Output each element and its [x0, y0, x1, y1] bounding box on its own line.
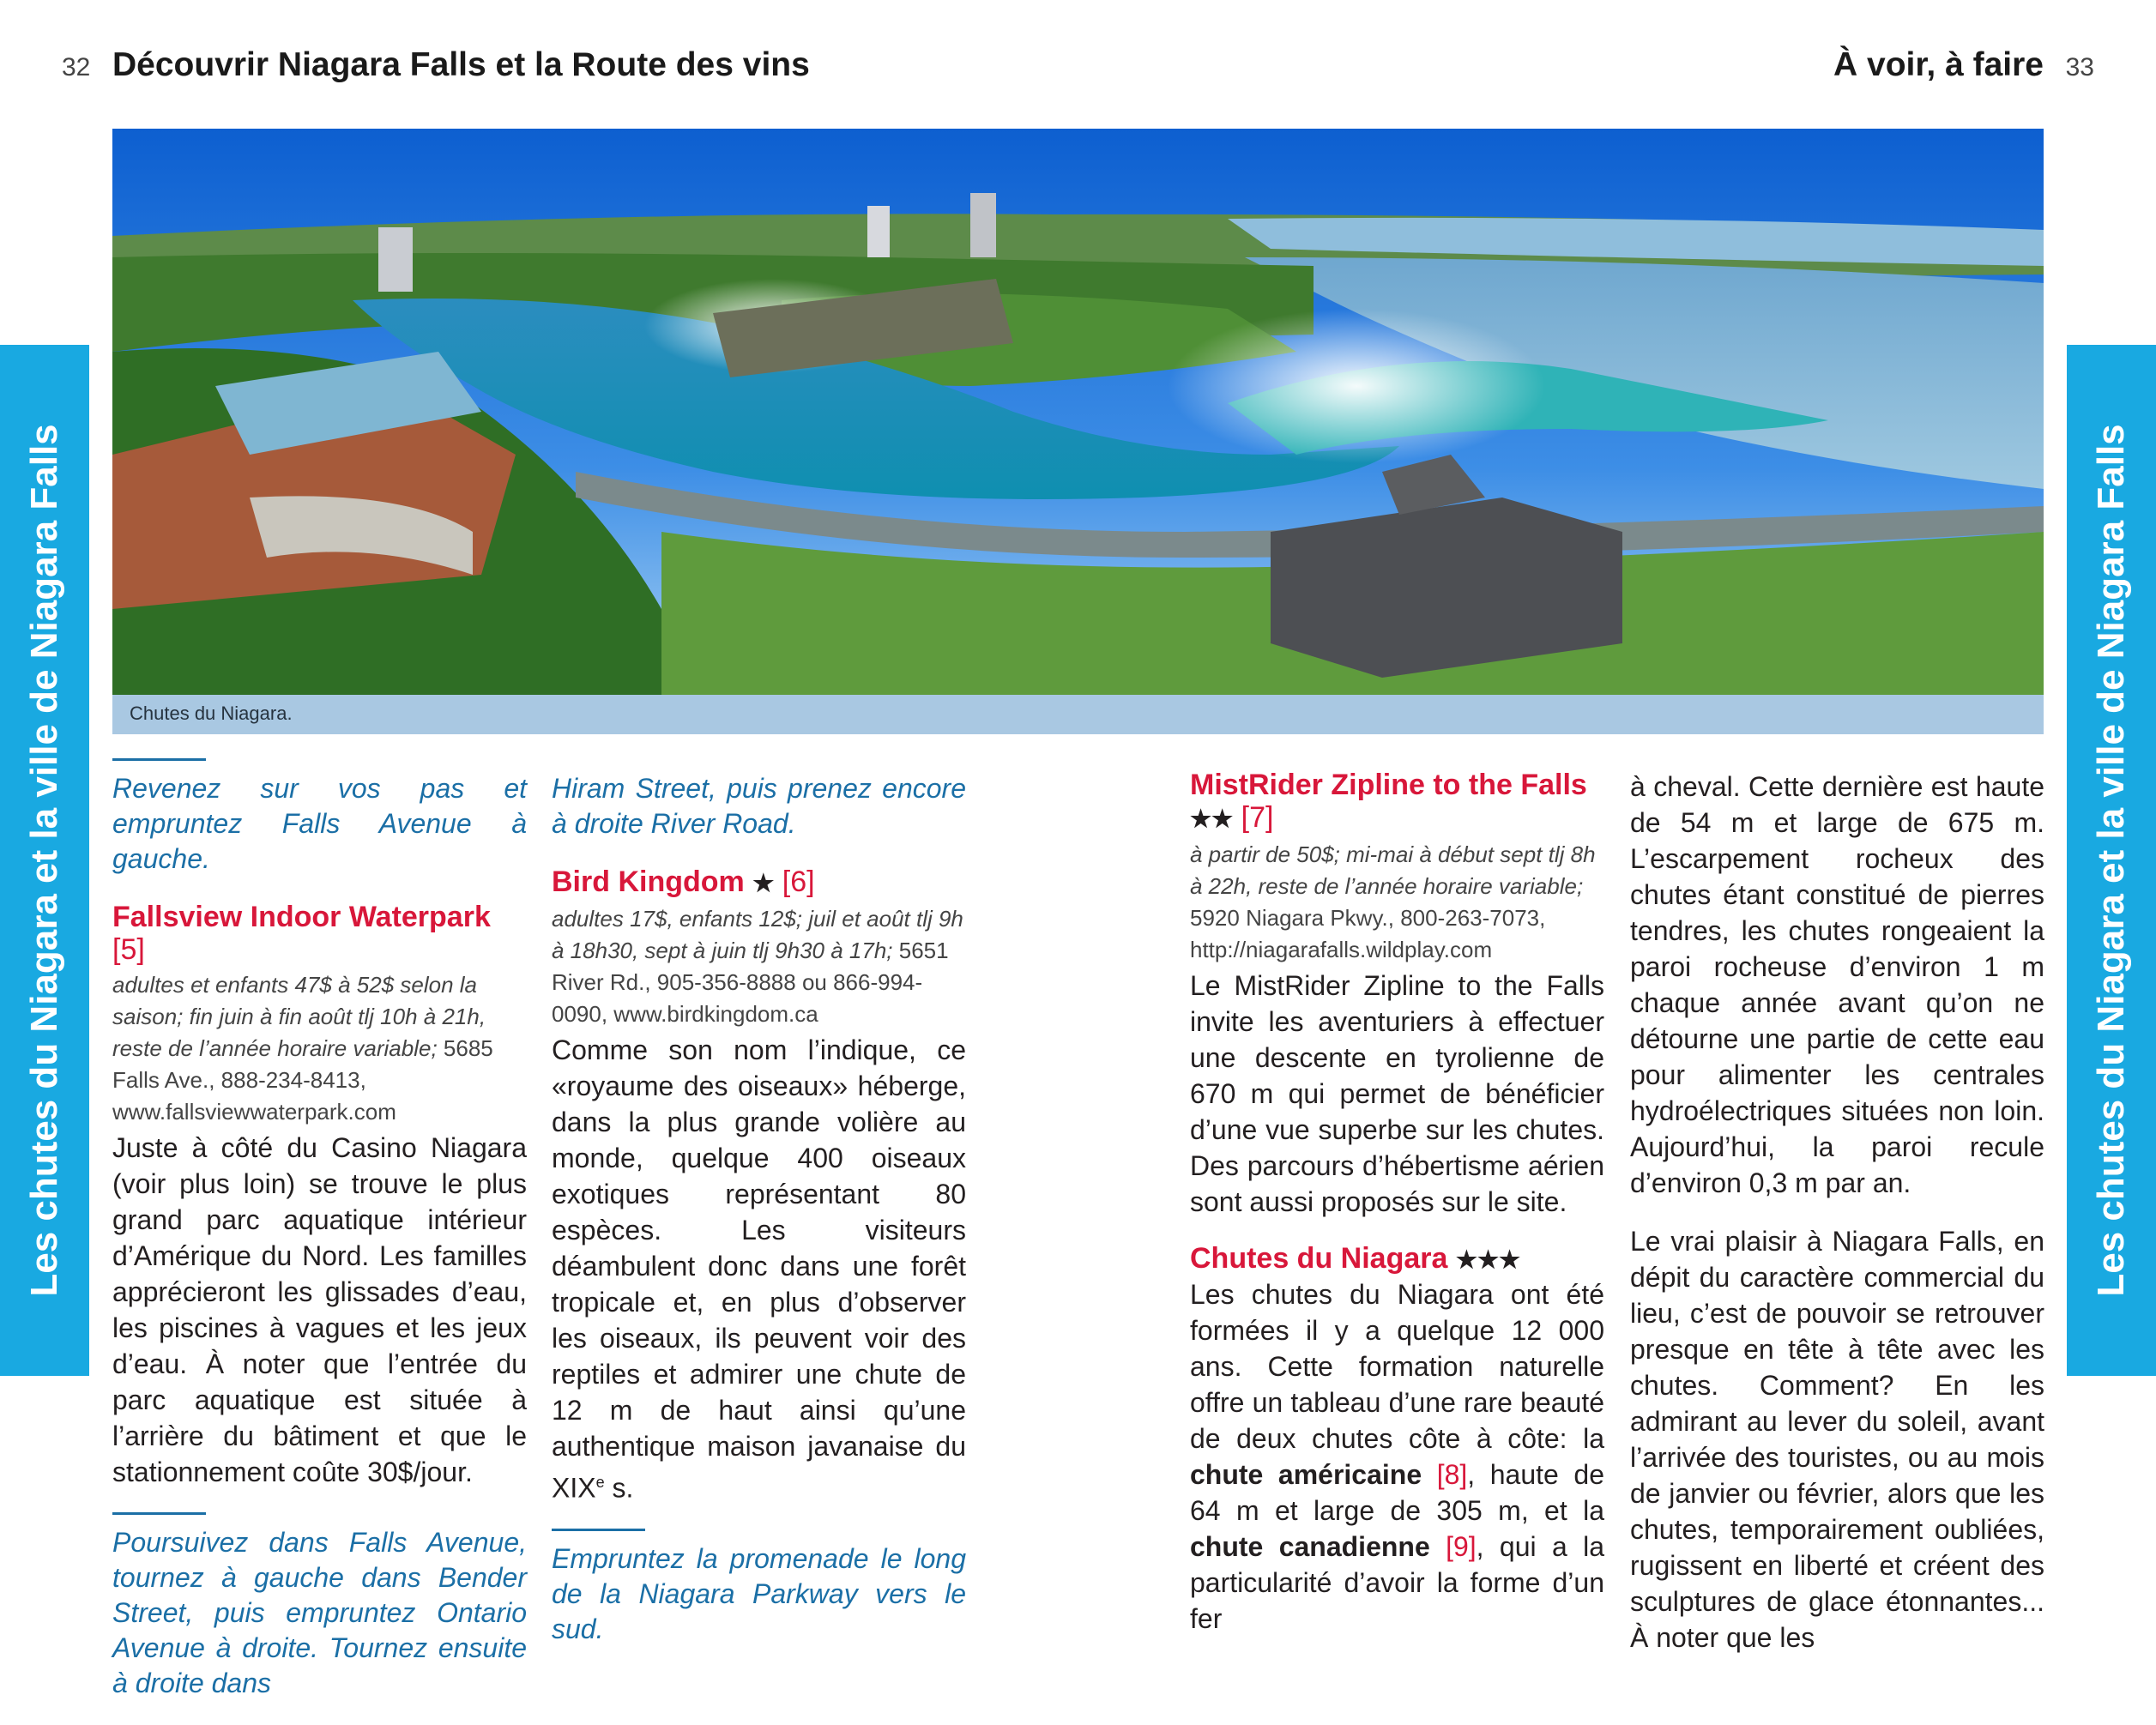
left-section-tab — [0, 345, 89, 1376]
direction-rule — [112, 1512, 206, 1515]
column-4 — [1630, 758, 2044, 1678]
attraction-map-ref: [5] — [112, 933, 145, 966]
attraction-entry-bird-kingdom — [552, 866, 966, 1506]
attraction-heading — [1190, 1242, 1604, 1276]
section-tab-label: Les chutes du Niagara et la ville de Niagara Falls — [23, 424, 65, 1297]
attraction-description: Le MistRider Zipline to the Falls invite les aventuriers à effectuer une descente en tyrolienne de 670 m qui permet de bénéficier d’une vue superbe sur les chutes. Des parcours d’hébertisme aérien sont aussi proposés sur le site. — [1190, 970, 1604, 1217]
left-running-title: Découvrir Niagara Falls et la Route des vins — [112, 46, 810, 83]
photo-caption: Chutes du Niagara. — [130, 703, 293, 724]
paragraph: Le vrai plaisir à Niagara Falls, en dépit du caractère commercial du lieu, c’est de pouvoir se retrouver presque en tête à tête avec les chutes. Comment? En les admirant au lever du soleil, avant l’arrivée des touristes, ou au mois de janvier ou février, alors que les chutes, temporairement oubliées, rugissent en liberté et créent des sculptures de glace étonnantes... À noter que les — [1630, 1226, 2044, 1653]
panorama-photo-figure — [112, 129, 2044, 734]
attraction-description: Comme son nom l’indique, ce «royaume des oiseaux» héberge, dans la plus grande volière au monde, quelque 400 oiseaux exotiques représentant 80 espèces. Les visiteurs déambulent donc dans une forêt tropicale et, en plus d’observer les oiseaux, ils peuvent voir des reptiles et admirer une chute de 12 m de haut ainsi qu’une authentique maison javanaise du XIXe s. — [552, 1034, 966, 1504]
photo-caption-bar — [112, 695, 2044, 734]
direction-text: Revenez sur vos pas et empruntez Falls Avenue à gauche. — [112, 773, 527, 874]
info-hours-prices: adultes et enfants 47$ à 52$ selon la saison; fin juin à fin août tlj 10h à 21h, reste de l’année horaire variable; — [112, 972, 486, 1061]
left-page-number: 32 — [62, 53, 91, 81]
attraction-entry-mistrider — [1190, 769, 1604, 1220]
right-section-tab — [2067, 345, 2156, 1376]
attraction-map-ref: [6] — [782, 866, 815, 898]
info-hours-prices: à partir de 50$; mi-mai à début sept tlj 8h à 22h, reste de l’année horaire variable; — [1190, 841, 1596, 899]
attraction-description: Les chutes du Niagara ont été formées il y a quelque 12 000 ans. Cette formation naturelle offre un tableau d’une rare beauté de deux chutes côte à côte: la chute américaine [8], haute de 64 m et large de 305 m, et la chute canadienne [9], qui a la particularité d’avoir la forme d’un fer — [1190, 1279, 1605, 1634]
attraction-entry-fallsview — [112, 901, 527, 1490]
rating-stars: ★★ — [1190, 805, 1234, 832]
direction-rule — [552, 1529, 645, 1531]
attraction-practical-info — [1190, 839, 1604, 966]
direction-text: Hiram Street, puis prenez encore à droite River Road. — [552, 773, 966, 839]
niagara-falls-photo — [112, 129, 2044, 695]
attraction-practical-info — [112, 969, 527, 1128]
right-page-number: 33 — [2065, 53, 2094, 81]
direction-rule — [112, 758, 206, 761]
attraction-map-ref: [7] — [1241, 801, 1274, 834]
attraction-title: MistRider Zipline to the Falls — [1190, 769, 1587, 801]
rating-stars: ★ — [752, 870, 775, 896]
info-hours-prices: adultes 17$, enfants 12$; juil et août tlj 9h à 18h30, sept à juin tlj 9h30 à 17h; — [552, 906, 963, 963]
section-tab-label: Les chutes du Niagara et la ville de Niagara Falls — [2090, 424, 2132, 1297]
rating-stars: ★★★ — [1455, 1246, 1521, 1273]
right-running-title: À voir, à faire — [1833, 46, 2044, 83]
info-address: 5685 Falls Ave., 888-234-8413, www.fallsviewwaterpark.com — [112, 1035, 493, 1125]
column-2 — [552, 758, 966, 1671]
column-1 — [112, 758, 527, 1725]
info-address: 5920 Niagara Pkwy., 800-263-7073, http://niagarafalls.wildplay.com — [1190, 905, 1546, 962]
niagara-falls-illustration — [112, 129, 2044, 695]
attraction-description: Juste à côté du Casino Niagara (voir plus loin) se trouve le plus grand parc aquatique intérieur d’Amérique du Nord. Les familles apprécieront les glissades d’eau, les piscines à vagues et les jeux d’eau. À noter que l’entrée du parc aquatique est située à l’arrière du bâtiment et que le stationnement coûte 30$/jour. — [112, 1132, 527, 1487]
attraction-heading — [1190, 769, 1604, 835]
direction-text: Empruntez la promenade le long de la Niagara Parkway vers le sud. — [552, 1542, 966, 1644]
attraction-title: Chutes du Niagara — [1190, 1242, 1448, 1275]
info-address: 5651 River Rd., 905-356-8888 ou 866-994-0090, www.birdkingdom.ca — [552, 938, 949, 1027]
attraction-practical-info — [552, 903, 966, 1030]
attraction-entry-chutes-du-niagara — [1190, 1242, 1604, 1637]
attraction-title: Bird Kingdom — [552, 866, 745, 898]
column-3 — [1190, 758, 1604, 1659]
direction-text: Poursuivez dans Falls Avenue, tournez à gauche dans Bender Street, puis empruntez Ontario Avenue à droite. Tournez ensuite à droite dans — [112, 1527, 527, 1698]
attraction-heading — [552, 866, 966, 900]
paragraph: à cheval. Cette dernière est haute de 54 m et large de 675 m. L’escarpement rocheux des chutes étant constitué de pierres tendres, les chutes rongeaient la paroi rocheuse d’environ 1 m chaque année avant qu’on ne détourne une partie de cette eau pour alimenter les centrales hydroélectriques situées non loin. Aujourd’hui, la paroi recule d’environ 0,3 m par an. — [1630, 771, 2044, 1198]
attraction-title: Fallsview Indoor Waterpark — [112, 901, 491, 933]
